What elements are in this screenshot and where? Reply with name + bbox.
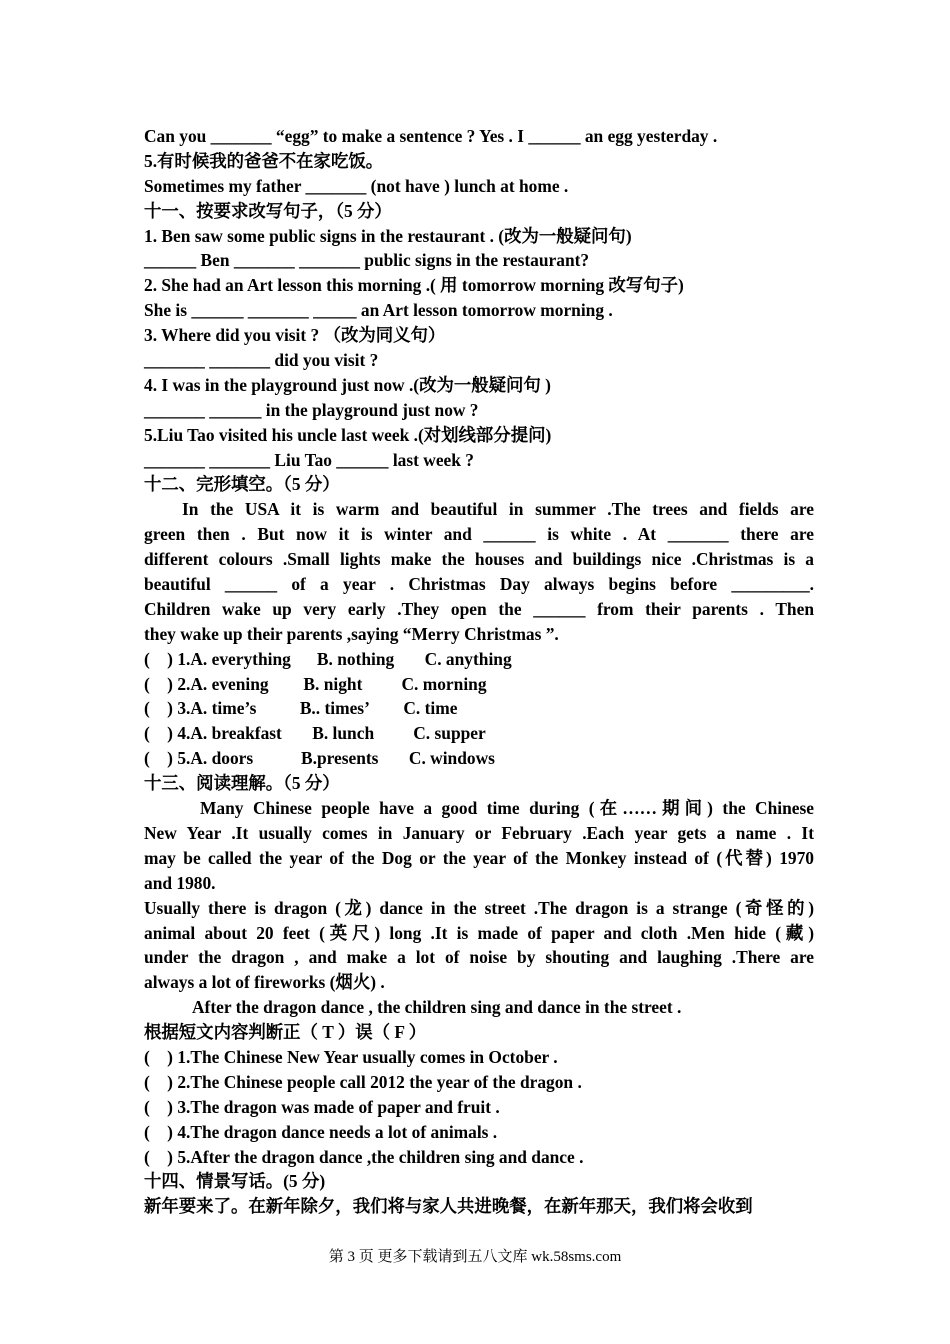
passage-line: animal about 20 feet (英尺) long .It is made of paper and cloth .Men hide (藏)	[144, 922, 814, 943]
passage-line: always a lot of fireworks (烟火) .	[144, 972, 385, 993]
passage-line: Many Chinese people have a good time during (在……期间) the Chinese	[200, 798, 814, 819]
option-line: ( ) 3.A. time’s B.. times’ C. time	[144, 698, 458, 719]
passage-line: Usually there is dragon (龙) dance in the street .The dragon is a strange (奇怪的)	[144, 897, 814, 918]
section-heading: 十二、完形填空。（5 分）	[144, 474, 340, 495]
passage-line: In the USA it is warm and beautiful in summer .The trees and fields are	[182, 499, 814, 520]
section-heading: 十一、按要求改写句子，（5 分）	[144, 200, 392, 221]
text-line: 2. She had an Art lesson this morning .( 用 tomorrow morning 改写句子)	[144, 275, 684, 296]
question-line: ( ) 5.After the dragon dance ,the children sing and dance .	[144, 1146, 584, 1167]
passage-line: they wake up their parents ,saying “Merry Christmas ”.	[144, 623, 559, 644]
option-line: ( ) 2.A. evening B. night C. morning	[144, 673, 487, 694]
text-line: Can you _______ “egg” to make a sentence ? Yes . I ______ an egg yesterday .	[144, 126, 718, 146]
text-line: She is ______ _______ _____ an Art lesson tomorrow morning .	[144, 300, 613, 321]
instruction-line: 根据短文内容判断正（ T ）误（ F ）	[144, 1022, 427, 1043]
passage-line: New Year .It usually comes in January or February .Each year gets a name . It	[144, 822, 814, 843]
text-line: 5.有时候我的爸爸不在家吃饭。	[144, 150, 384, 171]
option-line: ( ) 1.A. everything B. nothing C. anything	[144, 648, 512, 669]
text-line: _______ _______ did you visit ?	[144, 350, 379, 371]
section-heading: 十三、阅读理解。（5 分）	[144, 773, 340, 794]
text-line: ______ Ben _______ _______ public signs in the restaurant?	[144, 250, 590, 271]
text-line: 1. Ben saw some public signs in the restaurant . (改为一般疑问句)	[144, 225, 632, 246]
question-line: ( ) 3.The dragon was made of paper and fruit .	[144, 1096, 500, 1117]
text-line: _______ _______ Liu Tao ______ last week ?	[144, 449, 474, 470]
passage-line: After the dragon dance , the children sing and dance in the street .	[192, 997, 682, 1018]
passage-line: beautiful ______ of a year . Christmas Day always begins before _________.	[144, 574, 814, 595]
passage-line: may be called the year of the Dog or the year of the Monkey instead of (代替) 1970	[144, 847, 814, 868]
passage-line: green then . But now it is winter and ______ is white . At _______ there are	[144, 524, 814, 545]
text-line: Sometimes my father _______ (not have ) lunch at home .	[144, 175, 569, 196]
option-line: ( ) 5.A. doors B.presents C. windows	[144, 748, 495, 769]
question-line: ( ) 1.The Chinese New Year usually comes in October .	[144, 1046, 558, 1067]
passage-line: Children wake up very early .They open the ______ from their parents . Then	[144, 598, 814, 619]
text-line: 3. Where did you visit ? （改为同义句）	[144, 325, 446, 346]
option-line: ( ) 4.A. breakfast B. lunch C. supper	[144, 723, 486, 744]
text-line: 5.Liu Tao visited his uncle last week .(对划线部分提问)	[144, 424, 552, 445]
question-line: ( ) 4.The dragon dance needs a lot of animals .	[144, 1121, 498, 1142]
section-heading: 十四、情景写话。(5 分)	[144, 1171, 326, 1192]
passage-line: and 1980.	[144, 872, 216, 893]
page-footer: 第 3 页 更多下载请到五八文库 wk.58sms.com	[328, 1249, 622, 1265]
question-line: ( ) 2.The Chinese people call 2012 the year of the dragon .	[144, 1071, 582, 1092]
passage-line: different colours .Small lights make the houses and buildings nice .Christmas is a	[144, 549, 814, 570]
document-page	[144, 124, 814, 1219]
text-line: _______ ______ in the playground just now ?	[144, 399, 479, 420]
text-line: 新年要来了。在新年除夕，我们将与家人共进晚餐，在新年那天，我们将会收到	[144, 1196, 753, 1217]
passage-line: under the dragon , and make a lot of noise by shouting and laughing .There are	[144, 947, 814, 968]
text-line: 4. I was in the playground just now .(改为一般疑问句 )	[144, 374, 551, 395]
